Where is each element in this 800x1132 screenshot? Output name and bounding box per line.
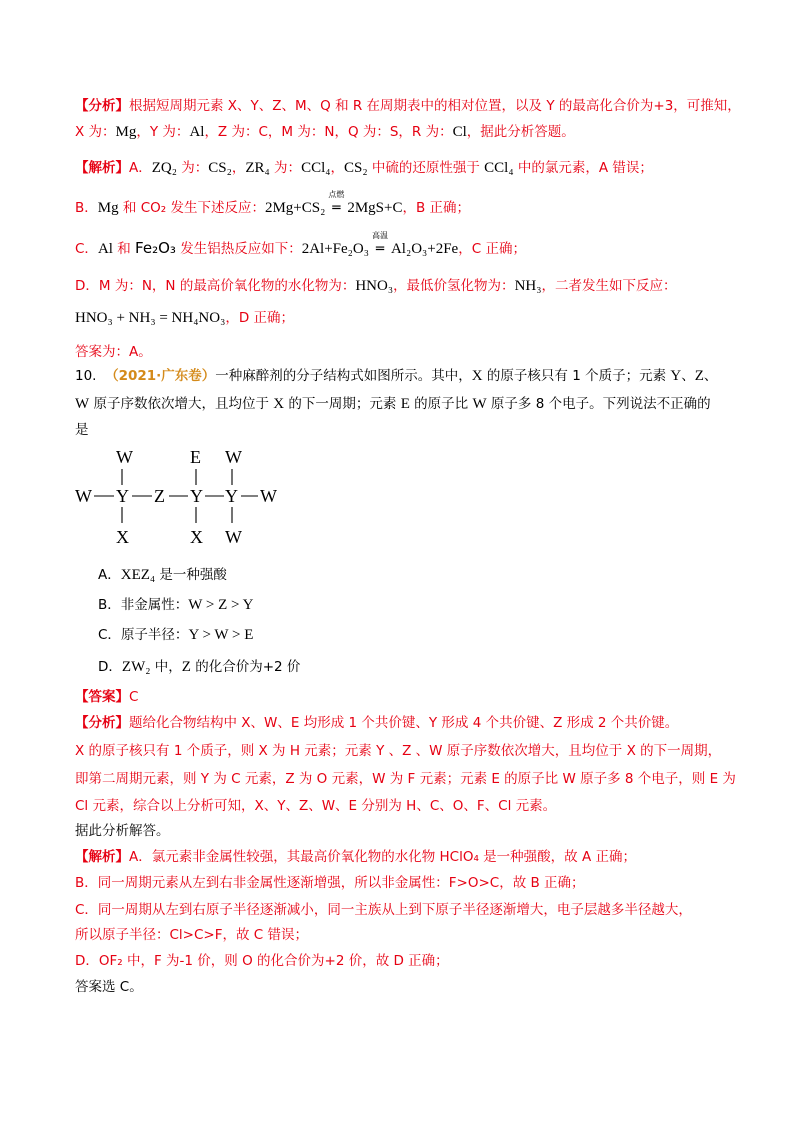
reaction-arrow-c — [369, 231, 391, 260]
atom-mid-4: Y — [190, 486, 203, 506]
q10-stem-2a: 原子序数依次增大，且均位于 — [89, 396, 274, 412]
q10-analysis-label: 【分析】 — [75, 715, 129, 731]
option-d-formula2: Z — [181, 659, 191, 675]
option-b[interactable] — [98, 594, 254, 616]
reaction-condition-c: 高温 — [371, 231, 388, 240]
q10-stem-2c: 的原子比 — [409, 396, 473, 412]
atom-top-2: E — [190, 447, 201, 467]
option-b-label: B． — [98, 597, 121, 613]
q9-solution-a — [75, 157, 653, 179]
q10-solution-line-4: 所以原子半径：Cl>C>F，故 C 错误； — [75, 927, 308, 943]
q10-stem-2b: 的下一周期；元素 — [284, 396, 401, 412]
equation-b-left: 2Mg+CS₂ — [264, 200, 326, 216]
atom-mid-6: W — [260, 486, 277, 506]
q10-solution-text-1: A．氯元素非金属性较强，其最高价氧化物的水化物 HClO₄ 是一种强酸，故 A 正确； — [129, 849, 637, 865]
q9-sol-d-text2: ，最低价氢化物为： — [393, 278, 515, 294]
q9-solution-b — [75, 190, 471, 219]
formula-fe2o3: Fe₂O₃ — [135, 239, 176, 257]
symbol-w: W — [75, 396, 90, 412]
q10-answer — [75, 686, 138, 708]
q10-final-answer: 答案选 C。 — [75, 979, 143, 995]
option-d-text2: 的化合价为+2 价 — [190, 659, 301, 675]
formula-cl: Cl — [452, 124, 467, 140]
q9-solution-d — [75, 275, 676, 297]
formula-hno3: HNO₃ — [355, 278, 394, 294]
q9-sol-d-text1: D．M 为：N，N 的最高价氧化物的水化物为： — [75, 278, 356, 294]
symbol-w-2: W — [472, 396, 487, 412]
q9-solution-c — [75, 231, 526, 260]
option-c-formula: Y > W > E — [188, 627, 254, 643]
q9-sol-c-text3: 发生铝热反应如下： — [175, 241, 302, 257]
q9-analysis-label: 【分析】 — [75, 98, 129, 114]
q10-solution-line-5: D．OF₂ 中，F 为-1 价，则 O 的化合价为+2 价，故 D 正确； — [75, 953, 449, 969]
q10-solution-line-2: B．同一周期元素从左到右非金属性逐渐增强，所以非金属性：F>O>C，故 B 正确； — [75, 875, 585, 891]
option-a[interactable] — [98, 564, 227, 586]
option-d-formula: ZW₂ — [121, 659, 151, 675]
q10-analysis-line-5: 据此分析解答。 — [75, 823, 170, 839]
atom-top-1: W — [116, 447, 133, 467]
q9-analysis-text-2a: X 为： — [75, 124, 116, 140]
atom-bot-3: W — [225, 527, 242, 547]
formula-al: Al — [189, 124, 205, 140]
symbol-x-2: X — [273, 396, 285, 412]
q10-solution-line-3: C．同一周期从左到右原子半径逐渐减小，同一主族从上到下原子半径逐渐增大，电子层越多半径越大， — [75, 902, 692, 918]
q9-solution-label: 【解析】 — [75, 160, 129, 176]
atom-bot-1: X — [116, 527, 129, 547]
q10-solution-line-1 — [75, 846, 636, 868]
equals-sign-c: ═ — [375, 241, 385, 257]
q9-analysis-text-2c: ，Z 为：C，M 为：N，Q 为：S，R 为： — [204, 124, 453, 140]
q10-solution-label: 【解析】 — [75, 849, 129, 865]
q9-analysis-line-2 — [75, 121, 575, 143]
q10-analysis-line-3: 即第二周期元素，则 Y 为 C 元素，Z 为 O 元素，W 为 F 元素；元素 E 的原子比 W 原子多 8 个电子，则 E 为 — [75, 771, 736, 787]
q10-stem-1d: 、 — [703, 368, 718, 384]
reaction-condition-b: 点燃 — [328, 190, 345, 199]
q9-sol-a-text4: 为： — [269, 160, 302, 176]
q10-stem-line-1 — [75, 365, 717, 387]
q9-solution-d-eq — [75, 307, 294, 329]
option-c-label: C． — [98, 627, 121, 643]
option-d-text: 中， — [150, 659, 182, 675]
q9-sol-d-text3: ，二者发生如下反应： — [541, 278, 677, 294]
atom-mid-3: Z — [154, 486, 165, 506]
q10-analysis-text-1: 题给化合物结构中 X、W、E 均形成 1 个共价键、Y 形成 4 个共价键、Z 形成 2 个共价键。 — [129, 715, 679, 731]
atom-mid-5: Y — [225, 486, 238, 506]
formula-ccl4: CCl₄ — [301, 160, 331, 176]
q10-answer-label: 【答案】 — [75, 689, 129, 705]
q9-sol-a-text6: 中硫的还原性强于 — [367, 160, 485, 176]
q9-sol-c-prefix: C． — [75, 241, 98, 257]
atom-top-3: W — [225, 447, 242, 467]
q10-stem-line-3: 是 — [75, 422, 89, 438]
q9-sol-a-text2: 为： — [176, 160, 209, 176]
formula-mg-b: Mg — [97, 200, 119, 216]
q10-stem-1b: 的原子核只有 1 个质子；元素 — [482, 368, 671, 384]
option-b-formula: W > Z > Y — [188, 597, 254, 613]
q9-sol-b-text2: 和 CO₂ 发生下述反应： — [118, 200, 265, 216]
atom-mid-1: W — [75, 486, 92, 506]
equals-sign-b: ═ — [332, 200, 341, 216]
q9-analysis-text-2b: ，Y 为： — [136, 124, 190, 140]
q10-stem-1a: 一种麻醉剂的分子结构式如图所示。其中， — [215, 368, 472, 384]
symbol-e: E — [400, 396, 410, 412]
q9-analysis-text-2d: ，据此分析答题。 — [466, 124, 575, 140]
q9-sol-a-prefix: A． — [129, 160, 152, 176]
atom-mid-2: Y — [116, 486, 129, 506]
option-a-formula: XEZ₄ — [120, 567, 156, 583]
q9-sol-b-text3: ，B 正确； — [402, 200, 471, 216]
q9-analysis-line-1 — [75, 95, 741, 117]
q9-sol-a-text7: 中的氯元素，A 错误； — [513, 160, 653, 176]
q9-answer: 答案为：A。 — [75, 344, 152, 360]
option-c[interactable] — [98, 624, 253, 646]
equation-c-right: Al₂O₃+2Fe — [390, 241, 459, 257]
symbol-y: Y — [670, 368, 682, 384]
option-b-text: 非金属性： — [120, 597, 189, 613]
q10-stem-line-2 — [75, 393, 711, 415]
q10-number: 10. — [75, 368, 97, 384]
equation-d: HNO₃ + NH₃ = NH₄NO₃ — [75, 310, 226, 326]
equation-c-left: 2Al+Fe₂O₃ — [301, 241, 369, 257]
q9-sol-a-text3: ， — [231, 160, 246, 176]
formula-nh3: NH₃ — [514, 278, 542, 294]
formula-cs2-b: CS₂ — [343, 160, 368, 176]
formula-mg: Mg — [115, 124, 137, 140]
equation-b-right: 2MgS+C — [347, 200, 403, 216]
q9-sol-d-text4: ，D 正确； — [225, 310, 295, 326]
option-a-label: A． — [98, 567, 121, 583]
q9-sol-a-text5: ， — [330, 160, 344, 176]
formula-al-c: Al — [97, 241, 113, 257]
q10-analysis-line-1 — [75, 712, 678, 734]
option-a-text: 是一种强酸 — [155, 567, 227, 583]
symbol-x: X — [471, 368, 483, 384]
atom-bot-2: X — [190, 527, 203, 547]
reaction-arrow-b — [325, 190, 347, 219]
q10-analysis-line-4: Cl 元素，综合以上分析可知，X、Y、Z、W、E 分别为 H、C、O、F、Cl 元素。 — [75, 798, 557, 814]
formula-ccl4-b: CCl₄ — [484, 160, 514, 176]
option-d[interactable] — [98, 656, 300, 678]
q9-analysis-text-1: 根据短周期元素 X、Y、Z、M、Q 和 R 在周期表中的相对位置，以及 Y 的最高化合价为+3，可推知， — [129, 98, 741, 114]
formula-cs2: CS₂ — [208, 160, 232, 176]
q10-stem-2d: 原子多 8 个电子。下列说法不正确的 — [486, 396, 711, 412]
option-d-label: D． — [98, 659, 122, 675]
symbol-z: Z — [694, 368, 704, 384]
q10-stem-1c: 、 — [681, 368, 695, 384]
q9-sol-b-prefix: B． — [75, 200, 98, 216]
q9-sol-c-text4: ，C 正确； — [458, 241, 526, 257]
formula-zq2: ZQ₂ — [151, 160, 177, 176]
option-c-text: 原子半径： — [120, 627, 189, 643]
molecule-structure-diagram — [70, 445, 300, 550]
q10-answer-value: C — [129, 689, 139, 705]
q9-sol-c-text2: 和 — [112, 241, 136, 257]
q10-analysis-line-2: X 的原子核只有 1 个质子，则 X 为 H 元素；元素 Y 、Z 、W 原子序数依次增大，且均位于 X 的下一周期， — [75, 743, 722, 759]
formula-zr4: ZR₄ — [245, 160, 270, 176]
q10-source: （2021·广东卷） — [105, 368, 216, 384]
